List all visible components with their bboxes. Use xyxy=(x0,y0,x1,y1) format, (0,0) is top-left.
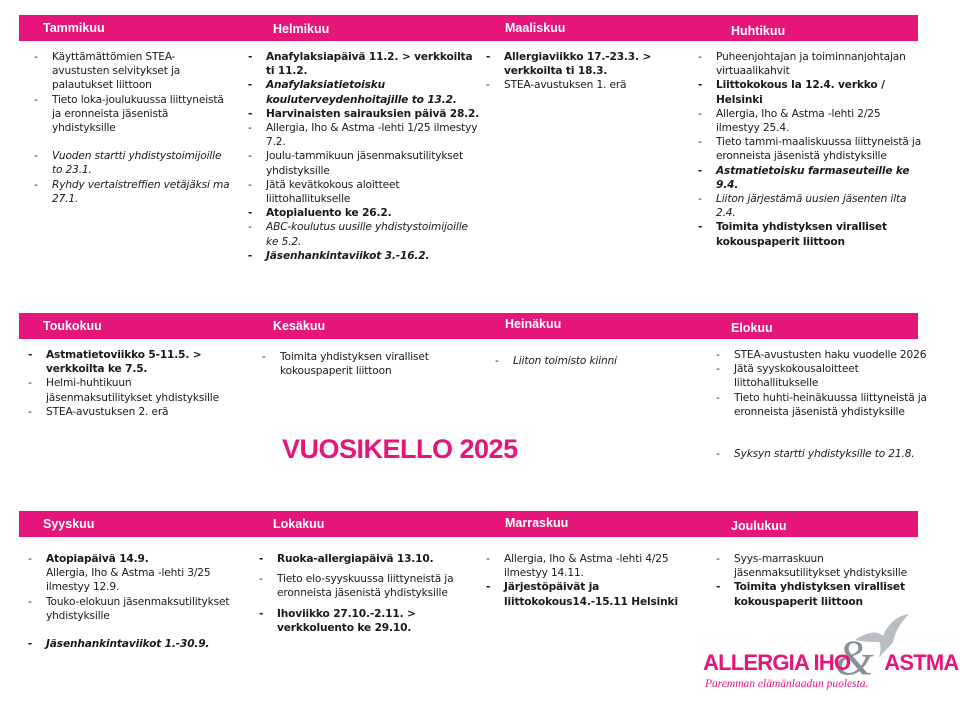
organization-logo xyxy=(703,612,959,708)
list-item: - Jätä kevätkokous aloitteet liittohallitukselle xyxy=(248,178,480,206)
syyskuu-items xyxy=(28,552,238,651)
tammikuu-items xyxy=(34,50,232,206)
list-item: - Puheenjohtajan ja toiminnanjohtajan virtuaalikahvit xyxy=(698,50,926,78)
toukokuu-items xyxy=(28,348,228,419)
joulukuu-items xyxy=(716,552,932,609)
month-name-toukokuu: Toukokuu xyxy=(43,319,102,333)
kesakuu-items xyxy=(262,350,472,378)
list-item: - Astmatietoisku farmaseuteille ke 9.4. xyxy=(698,164,926,192)
list-item: - Tieto elo-syyskuussa liittyneistä ja eronneista jäsenistä yhdistyksille xyxy=(259,572,469,600)
list-item: - Syys-marraskuun jäsenmaksutilitykset yhdistyksille xyxy=(716,552,932,580)
month-name-heinakuu: Heinäkuu xyxy=(505,317,562,331)
list-item: - Tieto tammi-maaliskuussa liittyneistä ja eronneista jäsenistä yhdistyksille xyxy=(698,135,926,163)
list-item: - Anafylaksiapäivä 11.2. > verkkoilta ti 11.2. xyxy=(248,50,480,78)
list-item: - Ihoviikko 27.10.-2.11. > verkkoluento ke 29.10. xyxy=(259,607,469,635)
logo-name-left: ALLERGIA IHO xyxy=(703,650,851,675)
list-item: - Ryhdy vertaistreffien vetäjäksi ma 27.1. xyxy=(34,178,232,206)
list-item: - Helmi-huhtikuun jäsenmaksutilitykset yhdistyksille xyxy=(28,376,228,404)
list-item: - STEA-avustuksen 2. erä xyxy=(28,405,228,419)
month-name-kesakuu: Kesäkuu xyxy=(273,319,326,333)
list-item: - Allergia, Iho & Astma -lehti 1/25 ilmestyy 7.2. xyxy=(248,121,480,149)
list-item: - Tieto loka-joulukuussa liittyneistä ja eronneista jäsenistä yhdistyksille xyxy=(34,93,232,136)
page-title: VUOSIKELLO 2025 xyxy=(282,434,518,464)
list-item: - Toimita yhdistyksen viralliset kokouspaperit liittoon xyxy=(262,350,472,378)
list-item: - Harvinaisten sairauksien päivä 28.2. xyxy=(248,107,480,121)
lokakuu-items xyxy=(259,552,469,635)
month-name-elokuu: Elokuu xyxy=(731,321,773,335)
month-band-row-2 xyxy=(19,313,918,339)
month-name-lokakuu: Lokakuu xyxy=(273,517,325,531)
list-item: - STEA-avustusten haku vuodelle 2026 xyxy=(716,348,932,362)
month-name-syyskuu: Syyskuu xyxy=(43,517,95,531)
logo-tagline: Paremman elämänlaadun puolesta. xyxy=(705,678,869,690)
list-item-text: Atopiapäivä 14.9. xyxy=(46,553,149,565)
month-name-marraskuu: Marraskuu xyxy=(505,516,569,530)
list-item: - Tieto huhti-heinäkuussa liittyneistä ja eronneista jäsenistä yhdistyksille xyxy=(716,391,932,419)
list-item: - Allergia, Iho & Astma -lehti 2/25 ilmestyy 25.4. xyxy=(698,107,926,135)
list-item: - Astmatietoviikko 5-11.5. > verkkoilta ke 7.5. xyxy=(28,348,228,376)
list-item: - Käyttämättömien STEA-avustusten selvitykset ja palautukset liittoon xyxy=(34,50,232,93)
list-item: - Liittokokous la 12.4. verkko / Helsinki xyxy=(698,78,926,106)
list-item: - Toimita yhdistyksen viralliset kokouspaperit liittoon xyxy=(716,580,932,608)
list-item: - Allergia, Iho & Astma -lehti 4/25 ilmestyy 14.11. xyxy=(486,552,686,580)
list-item: - Allergiaviikko 17.-23.3. > verkkoilta ti 18.3. xyxy=(486,50,662,78)
logo-name-right: ASTMA xyxy=(884,650,959,675)
logo-wordmark xyxy=(703,650,958,676)
month-name-maaliskuu: Maaliskuu xyxy=(505,21,566,35)
list-item: - ABC-koulutus uusille yhdistystoimijoille ke 5.2. xyxy=(248,220,480,248)
list-item: - Anafylaksiatietoisku kouluterveydenhoitajille to 13.2. xyxy=(248,78,480,106)
month-name-tammikuu: Tammikuu xyxy=(43,21,105,35)
list-item: - Touko-elokuun jäsenmaksutilitykset yhdistyksille xyxy=(28,595,238,623)
maaliskuu-items xyxy=(486,50,662,93)
heinakuu-items xyxy=(495,354,685,368)
list-item: - Joulu-tammikuun jäsenmaksutilitykset yhdistyksille xyxy=(248,149,480,177)
list-item: - STEA-avustuksen 1. erä xyxy=(486,78,662,92)
month-name-joulukuu: Joulukuu xyxy=(731,519,787,533)
huhtikuu-items xyxy=(698,50,926,249)
helmikuu-items xyxy=(248,50,480,263)
list-item: - Järjestöpäivät ja liittokokous14.-15.11 Helsinki xyxy=(486,580,686,608)
list-item: - Atopialuento ke 26.2. xyxy=(248,206,480,220)
list-item: - Jäsenhankintaviikot 1.-30.9. xyxy=(28,637,238,651)
list-item-extra: Allergia, Iho & Astma -lehti 3/25 ilmestyy 12.9. xyxy=(46,567,211,594)
list-item: - Vuoden startti yhdistystoimijoille to 23.1. xyxy=(34,149,232,177)
list-item: - Jätä syyskokousaloitteet liittohallitukselle xyxy=(716,362,932,390)
list-item xyxy=(28,552,238,595)
list-item: - Syksyn startti yhdistyksille to 21.8. xyxy=(716,447,932,461)
marraskuu-items xyxy=(486,552,686,609)
list-item: - Ruoka-allergiapäivä 13.10. xyxy=(259,552,469,566)
list-item: - Liiton toimisto kiinni xyxy=(495,354,685,368)
month-name-huhtikuu: Huhtikuu xyxy=(731,24,786,38)
list-item: - Liiton järjestämä uusien jäsenten ilta 2.4. xyxy=(698,192,926,220)
list-item: - Toimita yhdistyksen viralliset kokouspaperit liittoon xyxy=(698,220,926,248)
logo-ampersand: & xyxy=(835,629,874,685)
elokuu-items xyxy=(716,348,932,461)
month-name-helmikuu: Helmikuu xyxy=(273,22,330,36)
list-item: - Jäsenhankintaviikot 3.-16.2. xyxy=(248,249,480,263)
